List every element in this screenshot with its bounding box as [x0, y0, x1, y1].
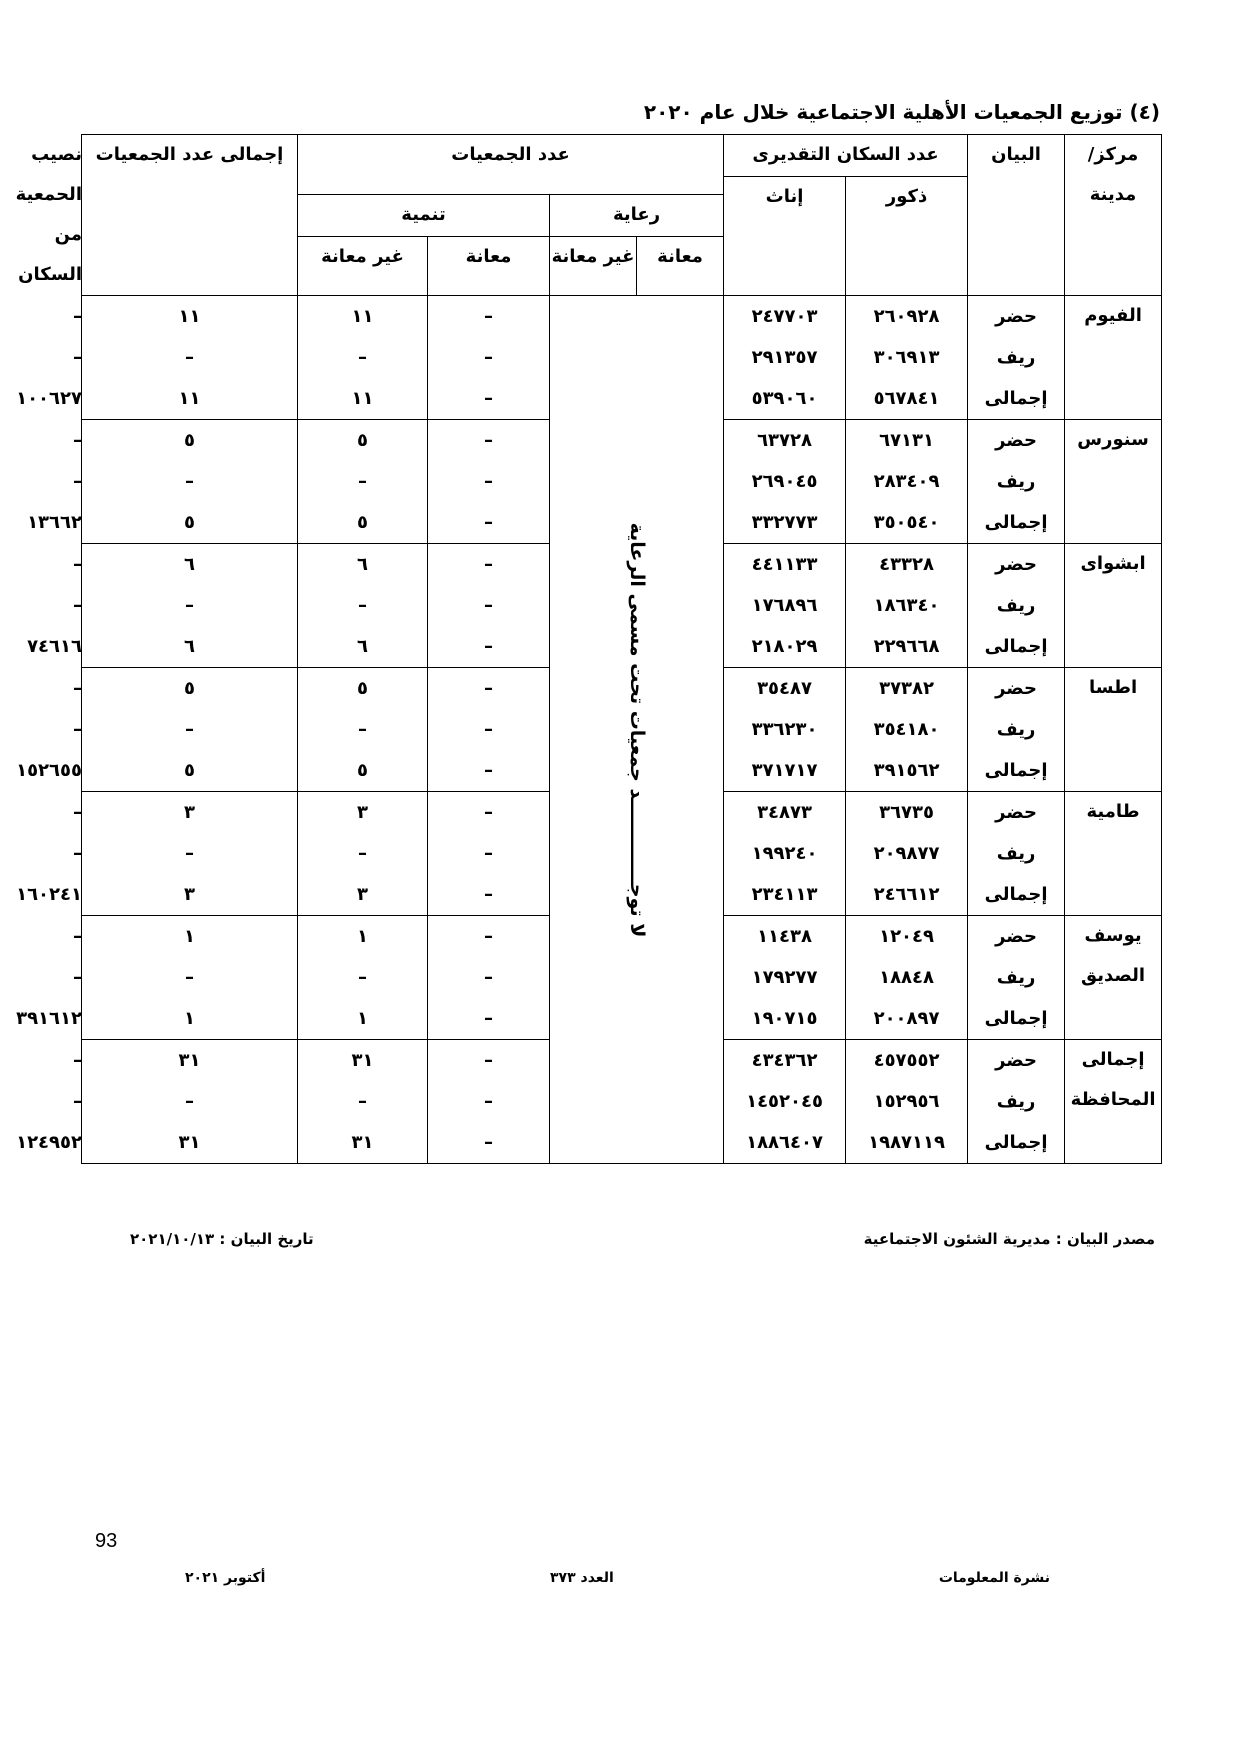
table-row: إجمالى ٢٢٩٦٦٨ ٢١٨٠٢٩ – ٦ ٦ ٧٤٦١٦	[82, 626, 1162, 668]
statement-type: حضر	[968, 420, 1065, 462]
header-dev-not-aided: غير معانة	[298, 236, 428, 296]
dev-not-aided-count: ٦	[298, 626, 428, 668]
total-associations-count: ٣	[82, 792, 298, 834]
page-title: (٤) توزيع الجمعيات الأهلية الاجتماعية خلال عام ٢٠٢٠	[643, 100, 1160, 124]
table-row: يوسف الصديق حضر ١٢٠٤٩ ١١٤٣٨ – ١ ١ –	[82, 916, 1162, 958]
dev-aided-count: –	[428, 420, 550, 462]
table-row: طامية حضر ٣٦٧٣٥ ٣٤٨٧٣ – ٣ ٣ –	[82, 792, 1162, 834]
dev-not-aided-count: –	[298, 585, 428, 626]
total-associations-count: ٦	[82, 544, 298, 586]
statement-type: حضر	[968, 668, 1065, 710]
males-count: ٢٠٠٨٩٧	[846, 998, 968, 1040]
total-associations-count: ٥	[82, 502, 298, 544]
statement-type: إجمالى	[968, 626, 1065, 668]
males-count: ٣٥٤١٨٠	[846, 709, 968, 750]
table-row: إجمالى ٢٠٠٨٩٧ ١٩٠٧١٥ – ١ ١ ٣٩١٦١٢	[82, 998, 1162, 1040]
total-associations-count: –	[82, 461, 298, 502]
females-count: ١١٤٣٨	[724, 916, 846, 958]
total-associations-count: ٦	[82, 626, 298, 668]
table-row: إجمالى ٢٤٦٦١٢ ٢٣٤١١٣ – ٣ ٣ ١٦٠٢٤١	[82, 874, 1162, 916]
dev-aided-count: –	[428, 916, 550, 958]
males-count: ١٨٨٤٨	[846, 957, 968, 998]
city-name: طامية	[1065, 792, 1162, 916]
total-associations-count: ٣	[82, 874, 298, 916]
total-associations-count: ٥	[82, 668, 298, 710]
table-row: إجمالى ١٩٨٧١١٩ ١٨٨٦٤٠٧ – ٣١ ٣١ ١٢٤٩٥٢	[82, 1122, 1162, 1164]
city-name: سنورس	[1065, 420, 1162, 544]
dev-not-aided-count: ٣	[298, 874, 428, 916]
header-care-not-aided: غير معانة	[550, 236, 637, 296]
dev-not-aided-count: ٣١	[298, 1040, 428, 1082]
dev-aided-count: –	[428, 502, 550, 544]
table-row: ريف ٢٨٣٤٠٩ ٢٦٩٠٤٥ – – – –	[82, 461, 1162, 502]
dev-not-aided-count: ٥	[298, 420, 428, 462]
header-dev-aided: معانة	[428, 236, 550, 296]
dev-aided-count: –	[428, 461, 550, 502]
table-row: ريف ٢٠٩٨٧٧ ١٩٩٢٤٠ – – – –	[82, 833, 1162, 874]
dev-aided-count: –	[428, 585, 550, 626]
table-row: ريف ١٨٦٣٤٠ ١٧٦٨٩٦ – – – –	[82, 585, 1162, 626]
total-associations-count: ٣١	[82, 1040, 298, 1082]
females-count: ٤٣٤٣٦٢	[724, 1040, 846, 1082]
table-row: ريف ٣٥٤١٨٠ ٣٣٦٢٣٠ – – – –	[82, 709, 1162, 750]
statement-type: إجمالى	[968, 502, 1065, 544]
table-row: إجمالى المحافظة حضر ٤٥٧٥٥٢ ٤٣٤٣٦٢ – ٣١ ٣١ –	[82, 1040, 1162, 1082]
males-count: ٦٧١٣١	[846, 420, 968, 462]
females-count: ٣٣٢٧٧٣	[724, 502, 846, 544]
males-count: ٢٤٦٦١٢	[846, 874, 968, 916]
care-column-note	[550, 296, 724, 1164]
dev-aided-count: –	[428, 1040, 550, 1082]
statement-type: ريف	[968, 461, 1065, 502]
header-total-associations: إجمالى عدد الجمعيات	[82, 135, 298, 296]
total-associations-count: –	[82, 585, 298, 626]
females-count: ١٩٩٢٤٠	[724, 833, 846, 874]
dev-aided-count: –	[428, 750, 550, 792]
table-row: اطسا حضر ٣٧٣٨٢ ٣٥٤٨٧ – ٥ ٥ –	[82, 668, 1162, 710]
dev-not-aided-count: ٥	[298, 668, 428, 710]
males-count: ١٥٢٩٥٦	[846, 1081, 968, 1122]
header-care-aided: معانة	[637, 236, 724, 296]
table-row: ريف ٣٠٦٩١٣ ٢٩١٣٥٧ – – – –	[82, 337, 1162, 378]
females-count: ١٧٩٢٧٧	[724, 957, 846, 998]
females-count: ٦٣٧٢٨	[724, 420, 846, 462]
males-count: ٢٠٩٨٧٧	[846, 833, 968, 874]
males-count: ٣٥٠٥٤٠	[846, 502, 968, 544]
dev-aided-count: –	[428, 709, 550, 750]
table-row: سنورس حضر ٦٧١٣١ ٦٣٧٢٨ – ٥ ٥ –	[82, 420, 1162, 462]
dev-not-aided-count: –	[298, 461, 428, 502]
header-population: عدد السكان التقديرى	[724, 135, 968, 177]
females-count: ٢٩١٣٥٧	[724, 337, 846, 378]
header-num-associations: عدد الجمعيات	[298, 135, 724, 195]
table-row: ابشواى حضر ٤٣٣٢٨ ٤٤١١٣٣ – ٦ ٦ –	[82, 544, 1162, 586]
table-row: الفيوم حضر ٢٦٠٩٢٨ ٢٤٧٧٠٣ لا توجـــــــــــــد جمعيات تحت مسمى الرعاية – ١١ ١١ –	[82, 296, 1162, 338]
total-associations-count: ١	[82, 998, 298, 1040]
statement-type: إجمالى	[968, 378, 1065, 420]
males-count: ٢٢٩٦٦٨	[846, 626, 968, 668]
females-count: ١٨٨٦٤٠٧	[724, 1122, 846, 1164]
dev-aided-count: –	[428, 1081, 550, 1122]
males-count: ٣٠٦٩١٣	[846, 337, 968, 378]
dev-aided-count: –	[428, 792, 550, 834]
dev-not-aided-count: –	[298, 709, 428, 750]
dev-aided-count: –	[428, 957, 550, 998]
males-count: ٥٦٧٨٤١	[846, 378, 968, 420]
males-count: ٢٨٣٤٠٩	[846, 461, 968, 502]
females-count: ١٩٠٧١٥	[724, 998, 846, 1040]
total-associations-count: –	[82, 957, 298, 998]
statement-type: ريف	[968, 585, 1065, 626]
header-females: إناث	[724, 177, 846, 296]
dev-not-aided-count: ٣١	[298, 1122, 428, 1164]
city-name: ابشواى	[1065, 544, 1162, 668]
dev-not-aided-count: ١	[298, 998, 428, 1040]
dev-aided-count: –	[428, 998, 550, 1040]
footer-issue: العدد ٣٧٣	[550, 1570, 614, 1586]
females-count: ٣٤٨٧٣	[724, 792, 846, 834]
statement-type: ريف	[968, 709, 1065, 750]
city-name: يوسف الصديق	[1065, 916, 1162, 1040]
table-row: ريف ١٥٢٩٥٦ ١٤٥٢٠٤٥ – – – –	[82, 1081, 1162, 1122]
header-care: رعاية	[550, 194, 724, 236]
statement-type: حضر	[968, 296, 1065, 338]
statement-type: ريف	[968, 833, 1065, 874]
dev-not-aided-count: ٣	[298, 792, 428, 834]
males-count: ١٩٨٧١١٩	[846, 1122, 968, 1164]
statement-type: إجمالى	[968, 750, 1065, 792]
city-name: اطسا	[1065, 668, 1162, 792]
statement-type: حضر	[968, 916, 1065, 958]
statement-type: حضر	[968, 792, 1065, 834]
dev-aided-count: –	[428, 874, 550, 916]
males-count: ٣٦٧٣٥	[846, 792, 968, 834]
table-row: ريف ١٨٨٤٨ ١٧٩٢٧٧ – – – –	[82, 957, 1162, 998]
header-center-city: مركز/مدينة	[1065, 135, 1162, 296]
associations-table: مركز/مدينة البيان عدد السكان التقديرى عدد الجمعيات إجمالى عدد الجمعيات نصيب الحمعية من السكان ذكور إناث رعاية تنمية معانة غير معانة معانة غير معانة الفيوم حضر ٢٦٠٩٢٨ ٢٤٧٧٠٣ لا توجـــــــــــــد جمعيات تحت مسمى الرعاية – ١١ ١١ – ريف ٣٠٦٩١٣ ٢٩١٣٥٧ – – – – إجمالى ٥٦٧٨٤١ ٥٣٩٠٦٠ – ١١ ١١ ١٠٠٦٢٧ سنورس حضر ٦٧١٣١ ٦٣٧٢٨ – ٥ ٥ – ريف ٢٨٣٤٠٩ ٢٦٩٠٤٥ – – – – إجمالى ٣٥٠٥٤٠ ٣٣٢٧٧٣ – ٥ ٥ ١٣٦٦٢ ابشواى حضر ٤٣٣٢٨ ٤٤١١٣٣ – ٦ ٦ – ريف ١٨٦٣٤٠ ١٧٦٨٩٦ – – – – إجمالى ٢٢٩٦٦٨ ٢١٨٠٢٩ – ٦ ٦ ٧٤٦١٦ اطسا حضر ٣٧٣٨٢ ٣٥٤٨٧ – ٥ ٥ – ريف ٣٥٤١٨٠ ٣٣٦٢٣٠ – – – – إجمالى ٣٩١٥٦٢ ٣٧١٧١٧ – ٥ ٥ ١٥٢٦٥٥ طامية حضر ٣٦٧٣٥ ٣٤٨٧٣ – ٣ ٣ – ريف ٢٠٩٨٧٧ ١٩٩٢٤٠ – – – – إجمالى ٢٤٦٦١٢ ٢٣٤١١٣ – ٣ ٣ ١٦٠٢٤١ يوسف الصديق حضر ١٢٠٤٩ ١١٤٣٨ – ١ ١ – ريف ١٨٨٤٨ ١٧٩٢٧٧ – – – – إجمالى ٢٠٠٨٩٧ ١٩٠٧١٥ – ١ ١ ٣٩١٦١٢ إجمالى المحافظة حضر ٤٥٧٥٥٢ ٤٣٤٣٦٢ – ٣١ ٣١ – ريف ١٥٢٩٥٦ ١٤٥٢٠٤٥ – – – – إجمالى ١٩٨٧١١٩ ١٨٨٦٤٠٧ – ٣١ ٣١ ١٢٤٩٥٢	[81, 134, 1162, 1164]
total-associations-count: ٣١	[82, 1122, 298, 1164]
footer-publication: نشرة المعلومات	[938, 1570, 1050, 1586]
header-development: تنمية	[298, 194, 550, 236]
header-males: ذكور	[846, 177, 968, 296]
females-count: ٢٣٤١١٣	[724, 874, 846, 916]
city-name: إجمالى المحافظة	[1065, 1040, 1162, 1164]
statement-type: ريف	[968, 957, 1065, 998]
total-associations-count: ٥	[82, 420, 298, 462]
total-associations-count: ١١	[82, 296, 298, 338]
males-count: ٤٥٧٥٥٢	[846, 1040, 968, 1082]
table-row: إجمالى ٣٥٠٥٤٠ ٣٣٢٧٧٣ – ٥ ٥ ١٣٦٦٢	[82, 502, 1162, 544]
females-count: ٣٥٤٨٧	[724, 668, 846, 710]
females-count: ١٤٥٢٠٤٥	[724, 1081, 846, 1122]
total-associations-count: –	[82, 337, 298, 378]
table-row: إجمالى ٥٦٧٨٤١ ٥٣٩٠٦٠ – ١١ ١١ ١٠٠٦٢٧	[82, 378, 1162, 420]
dev-aided-count: –	[428, 668, 550, 710]
statement-type: حضر	[968, 544, 1065, 586]
females-count: ٤٤١١٣٣	[724, 544, 846, 586]
statement-type: إجمالى	[968, 998, 1065, 1040]
dev-aided-count: –	[428, 626, 550, 668]
males-count: ٣٧٣٨٢	[846, 668, 968, 710]
dev-not-aided-count: ١	[298, 916, 428, 958]
males-count: ٢٦٠٩٢٨	[846, 296, 968, 338]
females-count: ١٧٦٨٩٦	[724, 585, 846, 626]
males-count: ١٨٦٣٤٠	[846, 585, 968, 626]
statement-type: إجمالى	[968, 1122, 1065, 1164]
header-statement: البيان	[968, 135, 1065, 296]
dev-aided-count: –	[428, 296, 550, 338]
table-body	[16, 296, 1162, 1164]
dev-not-aided-count: ٥	[298, 750, 428, 792]
statement-type: ريف	[968, 1081, 1065, 1122]
total-associations-count: ٥	[82, 750, 298, 792]
dev-not-aided-count: ١١	[298, 296, 428, 338]
dev-not-aided-count: –	[298, 957, 428, 998]
dev-not-aided-count: ١١	[298, 378, 428, 420]
dev-aided-count: –	[428, 378, 550, 420]
dev-aided-count: –	[428, 337, 550, 378]
males-count: ٣٩١٥٦٢	[846, 750, 968, 792]
care-note-text: لا توجـــــــــــــد جمعيات تحت مسمى الرعاية	[625, 522, 648, 937]
source-note: مصدر البيان : مديرية الشئون الاجتماعية	[863, 1230, 1155, 1248]
total-associations-count: –	[82, 709, 298, 750]
page-number: 93	[95, 1530, 118, 1552]
total-associations-count: ١	[82, 916, 298, 958]
females-count: ٢٤٧٧٠٣	[724, 296, 846, 338]
dev-not-aided-count: ٦	[298, 544, 428, 586]
total-associations-count: –	[82, 833, 298, 874]
females-count: ٢١٨٠٢٩	[724, 626, 846, 668]
statement-type: ريف	[968, 337, 1065, 378]
males-count: ٤٣٣٢٨	[846, 544, 968, 586]
dev-not-aided-count: –	[298, 833, 428, 874]
total-associations-count: –	[82, 1081, 298, 1122]
date-note: تاريخ البيان : ٢٠٢١/١٠/١٣	[130, 1230, 314, 1248]
males-count: ١٢٠٤٩	[846, 916, 968, 958]
statement-type: إجمالى	[968, 874, 1065, 916]
dev-not-aided-count: –	[298, 1081, 428, 1122]
females-count: ٣٣٦٢٣٠	[724, 709, 846, 750]
table-row: إجمالى ٣٩١٥٦٢ ٣٧١٧١٧ – ٥ ٥ ١٥٢٦٥٥	[82, 750, 1162, 792]
statement-type: حضر	[968, 1040, 1065, 1082]
footer-date: أكتوبر ٢٠٢١	[185, 1570, 266, 1586]
dev-aided-count: –	[428, 1122, 550, 1164]
females-count: ٣٧١٧١٧	[724, 750, 846, 792]
city-name: الفيوم	[1065, 296, 1162, 420]
females-count: ٢٦٩٠٤٥	[724, 461, 846, 502]
dev-aided-count: –	[428, 833, 550, 874]
dev-not-aided-count: ٥	[298, 502, 428, 544]
dev-aided-count: –	[428, 544, 550, 586]
total-associations-count: ١١	[82, 378, 298, 420]
dev-not-aided-count: –	[298, 337, 428, 378]
females-count: ٥٣٩٠٦٠	[724, 378, 846, 420]
